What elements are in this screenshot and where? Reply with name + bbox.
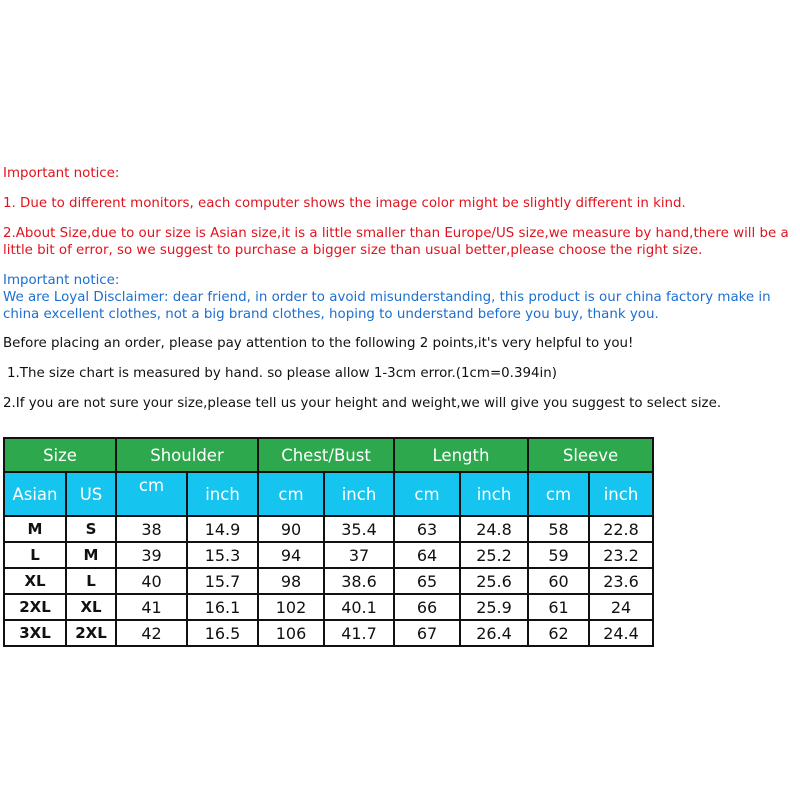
subheader-length-cm: cm <box>394 472 460 516</box>
table-row <box>4 620 653 646</box>
header-shoulder: Shoulder <box>116 438 258 472</box>
notice-asian-size: 2.About Size,due to our size is Asian size,it is a little smaller than Europe/US size,we measure by hand,there will be a little bit of error, so we suggest to purchase a bigger size than usual better,please choose the right size. <box>3 226 789 258</box>
instruction-point-1: 1.The size chart is measured by hand. so please allow 1-3cm error.(1cm=0.394in) <box>7 366 557 381</box>
cell-length-cm: 63 <box>394 516 460 542</box>
cell-us-size: XL <box>66 594 116 620</box>
cell-asian-size: L <box>4 542 66 568</box>
table-row <box>4 594 653 620</box>
cell-length-inch: 25.6 <box>460 568 528 594</box>
subheader-sleeve-cm: cm <box>528 472 589 516</box>
cell-length-inch: 25.2 <box>460 542 528 568</box>
notice-monitor-color: 1. Due to different monitors, each computer shows the image color might be slightly different in kind. <box>3 196 686 211</box>
size-chart-group-header <box>4 438 653 472</box>
cell-us-size: 2XL <box>66 620 116 646</box>
subheader-us: US <box>66 472 116 516</box>
cell-length-inch: 26.4 <box>460 620 528 646</box>
cell-length-inch: 24.8 <box>460 516 528 542</box>
cell-chest-cm: 90 <box>258 516 324 542</box>
cell-shoulder-inch: 16.1 <box>187 594 258 620</box>
cell-length-cm: 65 <box>394 568 460 594</box>
cell-sleeve-cm: 62 <box>528 620 589 646</box>
cell-chest-inch: 41.7 <box>324 620 394 646</box>
disclaimer-heading: Important notice: <box>3 273 120 288</box>
cell-sleeve-cm: 61 <box>528 594 589 620</box>
cell-sleeve-inch: 23.2 <box>589 542 653 568</box>
cell-chest-inch: 37 <box>324 542 394 568</box>
subheader-chest-inch: inch <box>324 472 394 516</box>
table-row <box>4 542 653 568</box>
cell-length-inch: 25.9 <box>460 594 528 620</box>
cell-chest-cm: 98 <box>258 568 324 594</box>
subheader-sleeve-inch: inch <box>589 472 653 516</box>
cell-shoulder-inch: 16.5 <box>187 620 258 646</box>
cell-asian-size: 3XL <box>4 620 66 646</box>
subheader-chest-cm: cm <box>258 472 324 516</box>
cell-asian-size: XL <box>4 568 66 594</box>
cell-asian-size: M <box>4 516 66 542</box>
subheader-shoulder-cm: cm <box>116 472 187 516</box>
cell-chest-cm: 106 <box>258 620 324 646</box>
cell-shoulder-cm: 41 <box>116 594 187 620</box>
header-length: Length <box>394 438 528 472</box>
size-chart-table <box>3 437 654 647</box>
cell-chest-inch: 35.4 <box>324 516 394 542</box>
cell-length-cm: 67 <box>394 620 460 646</box>
cell-sleeve-inch: 24.4 <box>589 620 653 646</box>
cell-us-size: M <box>66 542 116 568</box>
header-chest-bust: Chest/Bust <box>258 438 394 472</box>
cell-shoulder-cm: 39 <box>116 542 187 568</box>
cell-shoulder-inch: 15.7 <box>187 568 258 594</box>
cell-sleeve-cm: 59 <box>528 542 589 568</box>
subheader-length-inch: inch <box>460 472 528 516</box>
cell-chest-cm: 94 <box>258 542 324 568</box>
cell-shoulder-cm: 40 <box>116 568 187 594</box>
cell-chest-inch: 40.1 <box>324 594 394 620</box>
cell-sleeve-inch: 22.8 <box>589 516 653 542</box>
cell-sleeve-inch: 24 <box>589 594 653 620</box>
cell-sleeve-cm: 58 <box>528 516 589 542</box>
header-sleeve: Sleeve <box>528 438 653 472</box>
order-instructions-intro: Before placing an order, please pay attention to the following 2 points,it's very helpful to you! <box>3 336 634 351</box>
table-row <box>4 568 653 594</box>
size-chart-body <box>4 516 653 646</box>
cell-us-size: L <box>66 568 116 594</box>
cell-length-cm: 64 <box>394 542 460 568</box>
cell-shoulder-inch: 15.3 <box>187 542 258 568</box>
header-size: Size <box>4 438 116 472</box>
subheader-asian: Asian <box>4 472 66 516</box>
cell-sleeve-cm: 60 <box>528 568 589 594</box>
disclaimer-text: We are Loyal Disclaimer: dear friend, in order to avoid misunderstanding, this product is our china factory make in china excellent clothes, not a big brand clothes, hoping to understand before you buy, thank you. <box>3 290 771 322</box>
cell-shoulder-cm: 38 <box>116 516 187 542</box>
cell-length-cm: 66 <box>394 594 460 620</box>
cell-asian-size: 2XL <box>4 594 66 620</box>
cell-chest-inch: 38.6 <box>324 568 394 594</box>
cell-shoulder-cm: 42 <box>116 620 187 646</box>
important-notice-heading: Important notice: <box>3 166 120 181</box>
cell-us-size: S <box>66 516 116 542</box>
size-chart-unit-header <box>4 472 653 516</box>
cell-chest-cm: 102 <box>258 594 324 620</box>
table-row <box>4 516 653 542</box>
instruction-point-2: 2.If you are not sure your size,please tell us your height and weight,we will give you suggest to select size. <box>3 396 722 411</box>
cell-sleeve-inch: 23.6 <box>589 568 653 594</box>
cell-shoulder-inch: 14.9 <box>187 516 258 542</box>
subheader-shoulder-inch: inch <box>187 472 258 516</box>
